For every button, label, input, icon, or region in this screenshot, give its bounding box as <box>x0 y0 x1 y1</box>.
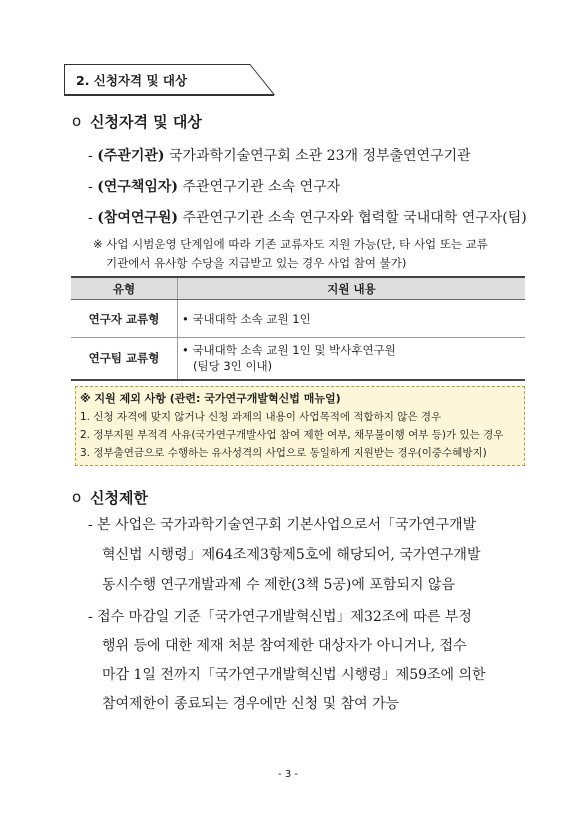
support-type-table <box>71 276 525 381</box>
exclusion-box <box>75 386 525 466</box>
table-cell-type: 연구자 교류형 <box>71 300 178 338</box>
restriction-para1-line: 혁신법 시행령」제64조제3항제5호에 해당되어, 국가연구개발 <box>102 547 481 563</box>
table-row <box>71 338 525 380</box>
bullet-circle-icon: o <box>72 112 82 130</box>
exclusion-item: 2. 정부지원 부적격 사유(국가연구개발사업 참여 제한 여부, 채무불이행 여부 등)가 있는 경우 <box>80 429 504 441</box>
table-cell-type: 연구팀 교류형 <box>71 338 178 380</box>
table-cell-content: • 국내대학 소속 교원 1인 <box>178 300 526 338</box>
eligibility-item-host: - (주관기관) 국가과학기술연구회 소관 23개 정부출연연구기관 <box>88 148 471 164</box>
restriction-para2-line: 마감 1일 전까지「국가연구개발혁신법 시행령」제59조에 의한 <box>102 667 486 683</box>
section-title: 2. 신청자격 및 대상 <box>76 73 188 88</box>
eligibility-item-participant: - (참여연구원) 주관연구기관 소속 연구자와 협력할 국내대학 연구자(팀) <box>88 210 527 226</box>
table-header-content: 지원 내용 <box>178 277 526 300</box>
exclusion-item: 3. 정부출연금으로 수행하는 유사성격의 사업으로 동일하게 지원받는 경우(이중수혜방지) <box>80 447 487 459</box>
eligibility-item-lead: - (연구책임자) 주관연구기관 소속 연구자 <box>88 179 341 195</box>
restriction-para2-line: - 접수 마감일 기준「국가연구개발혁신법」제32조에 따른 부정 <box>88 609 472 625</box>
table-header-row <box>71 277 525 300</box>
eligibility-note-line1: ※ 사업 시범운영 단계임에 따라 기존 교류자도 지원 가능(단, 타 사업 또는 교류 <box>93 237 488 251</box>
page-number: - 3 - <box>278 769 298 780</box>
section-header-tab <box>64 64 274 94</box>
eligibility-note-line2: 기관에서 유사항 수당을 지급받고 있는 경우 사업 참여 불가) <box>106 256 407 270</box>
table-cell-line: (팀당 3인 이내) <box>193 359 273 374</box>
eligibility-heading: 신청자격 및 대상 <box>90 113 202 131</box>
table-cell-content <box>178 338 526 380</box>
restriction-para1-line: - 본 사업은 국가과학기술연구회 기본사업으로서「국가연구개발 <box>88 517 477 533</box>
restriction-para1-line: 동시수행 연구개발과제 수 제한(3책 5공)에 포함되지 않음 <box>102 577 455 593</box>
restriction-para2-line: 행위 등에 대한 제재 처분 참여제한 대상자가 아니거나, 접수 <box>102 638 467 654</box>
exclusion-title: ※ 지원 제외 사항 (관련: 국가연구개발혁신법 매뉴얼) <box>80 392 341 405</box>
restriction-para2-line: 참여제한이 종료되는 경우에만 신청 및 참여 가능 <box>102 696 400 712</box>
table-header-type: 유형 <box>71 277 178 300</box>
table-row <box>71 300 525 338</box>
exclusion-item: 1. 신청 자격에 맞지 않거나 신청 과제의 내용이 사업목적에 적합하지 않은 경우 <box>80 411 442 423</box>
table-cell-line: • 국내대학 소속 교원 1인 및 박사후연구원 <box>182 343 396 358</box>
bullet-circle-icon: o <box>72 488 82 506</box>
restriction-heading: 신청제한 <box>90 489 148 507</box>
